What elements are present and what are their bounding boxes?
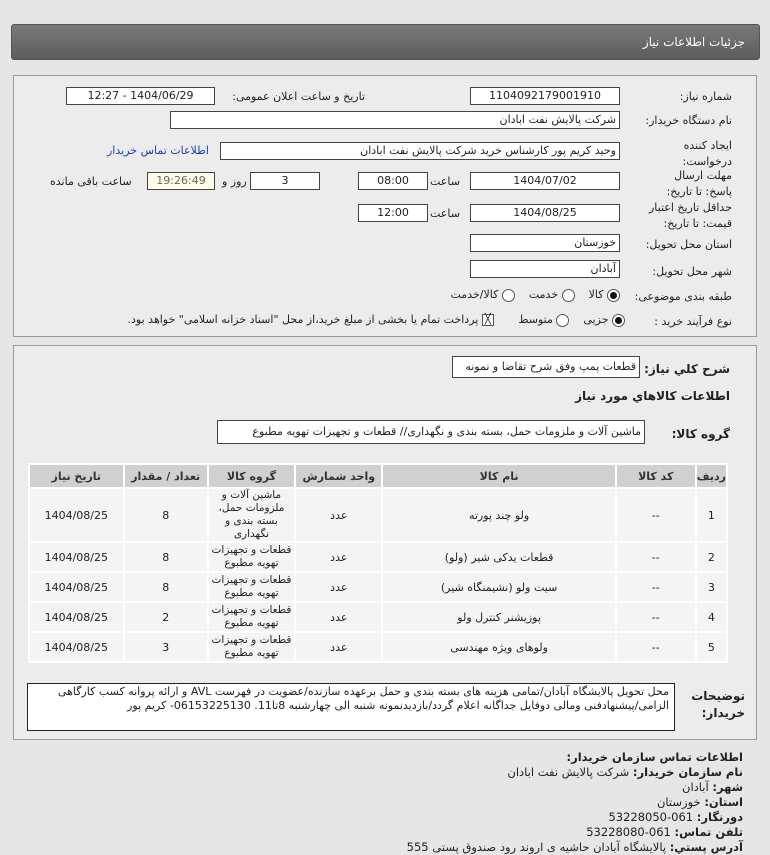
process-small-label: جزیی: [583, 313, 609, 326]
item-qty: 8: [124, 488, 208, 542]
item-code: --: [616, 572, 696, 602]
announce-field[interactable]: 1404/06/29 - 12:27: [66, 87, 215, 105]
remaining-label: ساعت باقی مانده: [50, 175, 132, 188]
item-date: 1404/08/25: [29, 488, 124, 542]
item-unit: عدد: [295, 572, 382, 602]
item-name: سیت ولو (نشیمنگاه شیر): [382, 572, 615, 602]
item-code: --: [616, 488, 696, 542]
validity-label: حداقل تاریخ اعتبار قیمت: تا تاریخ:: [648, 201, 732, 230]
item-group: قطعات و تجهیزات تهویه مطبوع: [208, 632, 295, 662]
item-code: --: [616, 542, 696, 572]
contact-phone: تلفن تماس: 061-53228080: [586, 825, 743, 839]
table-row: [29, 488, 727, 542]
category-goods-radio[interactable]: [607, 289, 620, 302]
notes-label: توضیحات خریدار:: [691, 689, 745, 720]
category-both-label: کالا/خدمت: [450, 288, 499, 301]
buyer-org-field[interactable]: شرکت پالایش نفت ابادان: [170, 111, 620, 129]
col-group: گروه کالا: [208, 464, 295, 488]
item-date: 1404/08/25: [29, 572, 124, 602]
col-date: تاریخ نیاز: [29, 464, 124, 488]
need-number-field[interactable]: 1104092179001910: [470, 87, 620, 105]
reply-date-field[interactable]: 1404/07/02: [470, 172, 620, 190]
announce-label: تاریخ و ساعت اعلان عمومی:: [232, 90, 365, 103]
remaining-time-field: 19:26:49: [147, 172, 215, 190]
buyer-org-label: نام دستگاه خریدار:: [645, 114, 732, 127]
reply-time-label: ساعت: [430, 175, 460, 188]
row-number: 3: [696, 572, 727, 602]
item-group: ماشین آلات و ملزومات حمل، بسته بندی و نگهداری: [208, 488, 295, 542]
contact-org: نام سازمان خریدار: شرکت پالایش نفت ابادان: [507, 765, 743, 779]
item-date: 1404/08/25: [29, 542, 124, 572]
contact-city: شهر: آبادان: [682, 780, 743, 794]
group-label: گروه کالا:: [671, 427, 730, 441]
contact-province: استان: خوزستان: [656, 795, 743, 809]
validity-time-label: ساعت: [430, 207, 460, 220]
treasury-payment-checkbox[interactable]: ╳: [482, 314, 494, 326]
col-code: کد کالا: [616, 464, 696, 488]
category-both-radio[interactable]: [502, 289, 515, 302]
table-row: [29, 602, 727, 632]
creator-label: ایجاد کننده درخواست:: [682, 139, 732, 168]
item-unit: عدد: [295, 602, 382, 632]
col-qty: تعداد / مقدار: [124, 464, 208, 488]
notes-field: محل تحویل پالایشگاه آبادان/تمامی هزینه های بسته بندی و حمل برعهده سازنده/عضویت در فهرست AVL و ارائه پروانه کسب کارگاهی الزامی/پیشنهادفنی ومالی دوفایل جداگانه اعلام گردد/بازدیدنمونه شنبه الی چهارشنبه 8تا11. 06153225130- کریم پور: [27, 683, 675, 731]
reply-time-field[interactable]: 08:00: [358, 172, 428, 190]
province-field[interactable]: خوزستان: [470, 234, 620, 252]
category-goods-label: کالا: [588, 288, 604, 301]
col-row: ردیف: [696, 464, 727, 488]
item-qty: 8: [124, 572, 208, 602]
row-number: 2: [696, 542, 727, 572]
col-name: نام کالا: [382, 464, 615, 488]
contact-fax: دورنگار: 061-53228050: [608, 810, 743, 824]
buyer-contact-section: [407, 750, 743, 855]
goods-title: اطلاعات کالاهاي مورد نیاز: [575, 389, 730, 403]
summary-label: شرح کلي نیاز:: [644, 362, 730, 376]
category-service-radio[interactable]: [562, 289, 575, 302]
goods-table: [28, 463, 728, 663]
group-field: ماشین آلات و ملزومات حمل، بسته بندی و نگهداری// قطعات و تجهیزات تهویه مطبوع: [217, 420, 645, 444]
item-date: 1404/08/25: [29, 602, 124, 632]
row-number: 5: [696, 632, 727, 662]
item-qty: 2: [124, 602, 208, 632]
category-service-label: خدمت: [528, 288, 559, 301]
days-label: روز و: [222, 175, 247, 188]
summary-field: قطعات پمپ وفق شرح تقاضا و نمونه: [452, 356, 640, 378]
validity-date-field[interactable]: 1404/08/25: [470, 204, 620, 222]
item-unit: عدد: [295, 542, 382, 572]
process-small-radio[interactable]: [612, 314, 625, 327]
process-label: نوع فرآیند خرید :: [654, 315, 732, 328]
creator-field[interactable]: وحید کریم پور کارشناس خرید شرکت پالایش نفت ابادان: [220, 142, 620, 160]
contact-title: اطلاعات تماس سازمان خریدار:: [566, 750, 743, 764]
item-unit: عدد: [295, 632, 382, 662]
province-label: استان محل تحویل:: [645, 238, 732, 251]
table-header-row: [29, 464, 727, 488]
treasury-payment-note: پرداخت تمام یا بخشی از مبلغ خرید،از محل "اسناد خزانه اسلامی" خواهد بود.: [127, 313, 479, 326]
item-code: --: [616, 602, 696, 632]
page-title: جزئیات اطلاعات نیاز: [642, 35, 745, 49]
item-name: قطعات یدکی شیر (ولو): [382, 542, 615, 572]
process-medium-label: متوسط: [518, 313, 553, 326]
item-unit: عدد: [295, 488, 382, 542]
row-number: 4: [696, 602, 727, 632]
table-row: [29, 542, 727, 572]
item-group: قطعات و تجهیزات تهویه مطبوع: [208, 602, 295, 632]
item-name: ولو چند پورته: [382, 488, 615, 542]
process-medium-radio[interactable]: [556, 314, 569, 327]
item-date: 1404/08/25: [29, 632, 124, 662]
process-radio-group: [128, 313, 625, 327]
contact-address: آدرس پستي: پالایشگاه آبادان حاشیه ی اروند رود صندوق پستی 555: [406, 840, 743, 854]
buyer-contact-link[interactable]: اطلاعات تماس خریدار: [107, 144, 209, 157]
item-code: --: [616, 632, 696, 662]
col-unit: واحد شمارش: [295, 464, 382, 488]
table-row: [29, 572, 727, 602]
validity-time-field[interactable]: 12:00: [358, 204, 428, 222]
item-qty: 3: [124, 632, 208, 662]
need-number-label: شماره نیاز:: [679, 90, 732, 103]
item-qty: 8: [124, 542, 208, 572]
category-label: طبقه بندی موضوعی:: [634, 290, 732, 303]
page-header: [11, 24, 760, 60]
table-row: [29, 632, 727, 662]
category-radio-group: [451, 288, 621, 302]
item-group: قطعات و تجهیزات تهویه مطبوع: [208, 572, 295, 602]
days-field[interactable]: 3: [250, 172, 320, 190]
city-label: شهر محل تحویل:: [652, 265, 732, 278]
city-field[interactable]: آبادان: [470, 260, 620, 278]
item-name: پوزیشنر کنترل ولو: [382, 602, 615, 632]
row-number: 1: [696, 488, 727, 542]
item-group: قطعات و تجهیزات تهویه مطبوع: [208, 542, 295, 572]
reply-deadline-label: مهلت ارسال پاسخ: تا تاریخ:: [666, 169, 732, 198]
item-name: ولوهای ویژه مهندسی: [382, 632, 615, 662]
